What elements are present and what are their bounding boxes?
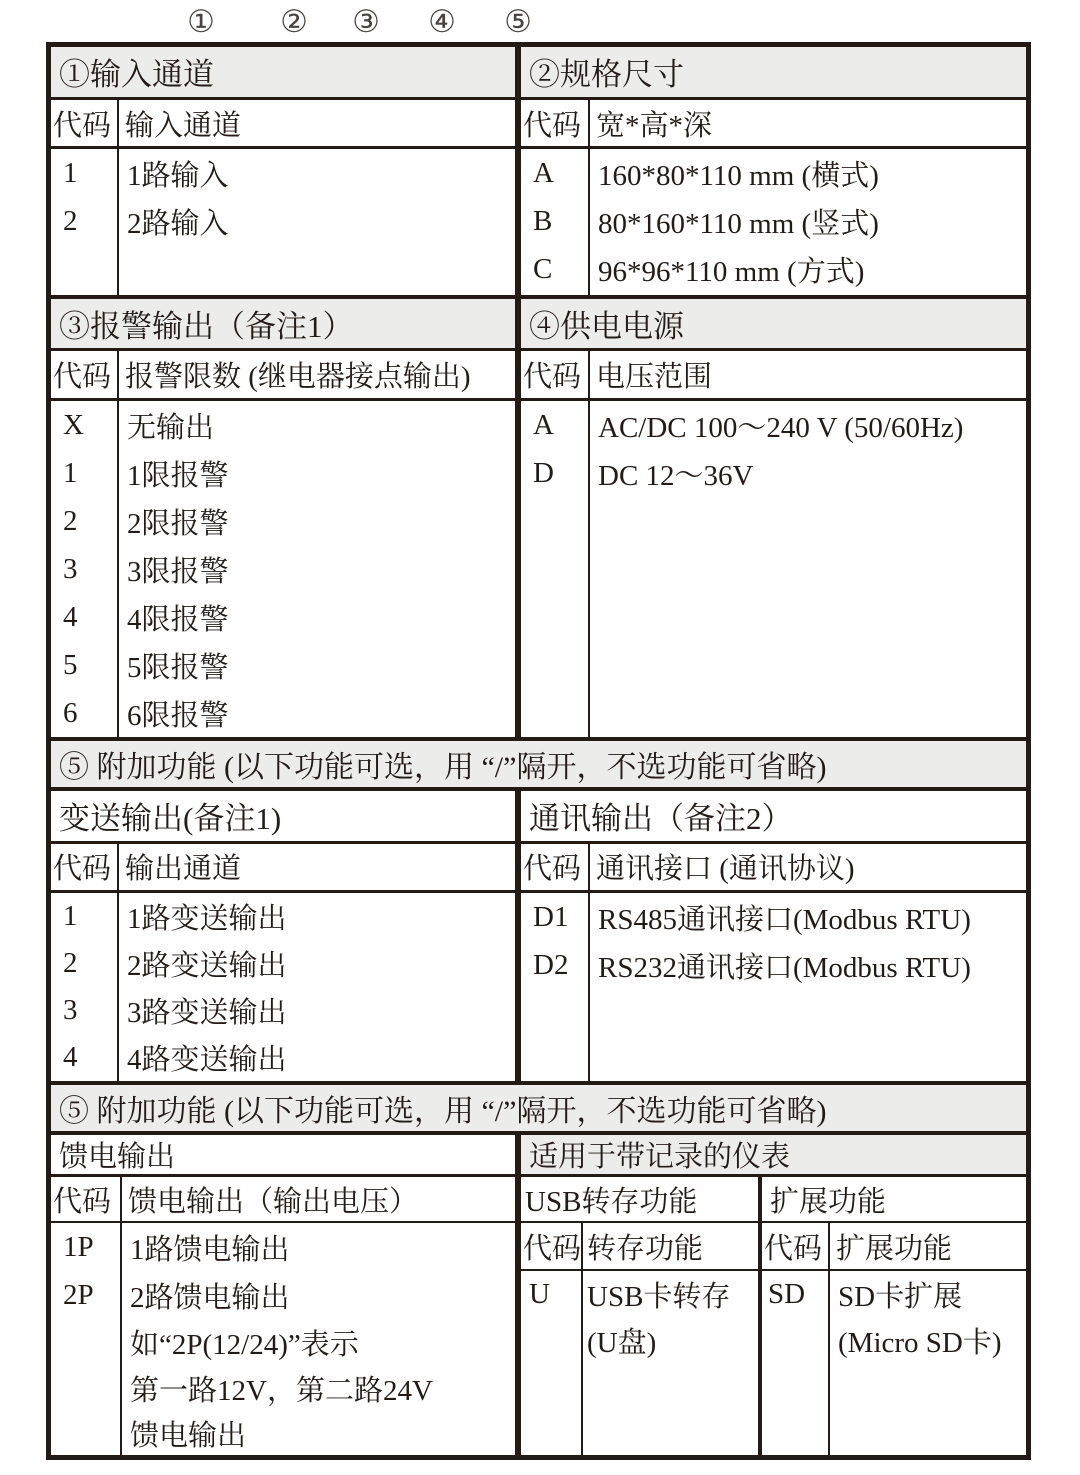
option-desc: 无输出 bbox=[127, 411, 215, 444]
feed-output-title-cell bbox=[51, 1135, 521, 1174]
dimensions-column-header: 宽*高*深 bbox=[596, 109, 713, 142]
option-desc: RS485通讯接口(Modbus RTU) bbox=[598, 903, 971, 936]
expansion-title: 扩展功能 bbox=[770, 1185, 887, 1218]
comm-output-header bbox=[521, 844, 1026, 891]
option-desc: 1路变送输出 bbox=[127, 903, 287, 936]
option-code: 4 bbox=[63, 600, 78, 633]
option-code: 2 bbox=[63, 504, 78, 537]
power-supply-header bbox=[521, 351, 1026, 398]
section-marker-1: ① bbox=[187, 4, 215, 39]
option-code: 6 bbox=[63, 696, 78, 729]
section-1-2-body bbox=[51, 149, 1026, 298]
additional-functions-band-2: ⑤ 附加功能 (以下功能可选，用 “/”隔开，不选功能可省略) bbox=[51, 1085, 1026, 1135]
code-column-header: 代码 bbox=[51, 844, 119, 891]
option-desc: SD卡扩展 bbox=[838, 1280, 963, 1313]
transmit-output-header bbox=[51, 844, 521, 891]
option-desc: AC/DC 100～240 V (50/60Hz) bbox=[598, 411, 964, 444]
recorder-note-title: 适用于带记录的仪表 bbox=[529, 1141, 791, 1173]
option-desc: 1路输入 bbox=[127, 159, 229, 192]
transmit-comm-body bbox=[51, 893, 1026, 1085]
option-code: 3 bbox=[63, 552, 78, 585]
input-channel-column-header: 输入通道 bbox=[125, 109, 242, 142]
expansion-function-column-header: 扩展功能 bbox=[836, 1232, 953, 1265]
option-desc: 160*80*110 mm (横式) bbox=[598, 159, 879, 192]
usb-ext-title-row bbox=[521, 1177, 1026, 1223]
code-column-header: 代码 bbox=[521, 100, 590, 147]
option-code: U bbox=[529, 1277, 550, 1310]
voltage-range-column-header: 电压范围 bbox=[596, 361, 713, 394]
option-code: X bbox=[63, 408, 84, 441]
option-desc: 4路变送输出 bbox=[127, 1044, 287, 1077]
input-channel-section-title-cell bbox=[51, 47, 521, 97]
alarm-output-section-title-cell bbox=[51, 299, 521, 349]
option-desc: 3路变送输出 bbox=[127, 997, 287, 1030]
feed-recorder-title-row bbox=[51, 1135, 1026, 1177]
feed-output-subtable bbox=[51, 1177, 521, 1455]
transmit-comm-title-row bbox=[51, 791, 1026, 844]
usb-transfer-options bbox=[521, 1271, 758, 1455]
option-desc: 2路变送输出 bbox=[127, 950, 287, 983]
option-code: D2 bbox=[533, 948, 569, 981]
option-code: A bbox=[533, 408, 554, 441]
comm-output-title: 通讯输出（备注2） bbox=[529, 801, 793, 837]
section-marker-2: ② bbox=[280, 4, 308, 39]
input-channel-header bbox=[51, 100, 521, 147]
alarm-output-header bbox=[51, 351, 521, 398]
feed-output-header-row bbox=[51, 1177, 515, 1223]
feed-output-options bbox=[51, 1223, 515, 1455]
section-3-4-body bbox=[51, 401, 1026, 741]
option-desc: 96*96*110 mm (方式) bbox=[598, 255, 865, 288]
option-code: 1 bbox=[63, 456, 78, 489]
alarm-output-section-title: ③报警输出（备注1） bbox=[59, 308, 354, 344]
power-supply-options bbox=[521, 401, 1026, 737]
option-desc: 4限报警 bbox=[127, 603, 229, 636]
code-column-header: 代码 bbox=[762, 1223, 830, 1269]
feed-output-note-line: 第一路12V，第二路24V bbox=[130, 1374, 433, 1407]
option-code: 3 bbox=[63, 994, 78, 1027]
section-3-4-title-row bbox=[51, 299, 1026, 352]
option-desc: 1限报警 bbox=[127, 459, 229, 492]
feed-output-column-header: 馈电输出（输出电压） bbox=[128, 1185, 419, 1218]
option-desc: 5限报警 bbox=[127, 651, 229, 684]
option-code: 1 bbox=[63, 156, 78, 189]
option-desc: DC 12～36V bbox=[598, 459, 754, 492]
alarm-output-options bbox=[51, 401, 515, 737]
section-marker-4: ④ bbox=[428, 4, 456, 39]
power-supply-section-title-cell bbox=[521, 299, 1026, 349]
comm-output-title-cell bbox=[521, 791, 1026, 841]
option-desc: 3限报警 bbox=[127, 555, 229, 588]
code-column-header: 代码 bbox=[51, 1177, 122, 1221]
input-channel-section-title: ①输入通道 bbox=[59, 57, 214, 93]
option-desc: (U盘) bbox=[587, 1326, 657, 1359]
bottom-block bbox=[51, 1177, 1026, 1455]
dimensions-section-title: ②规格尺寸 bbox=[529, 57, 684, 93]
expansion-header-row bbox=[762, 1223, 1026, 1271]
additional-functions-band-1: ⑤ 附加功能 (以下功能可选，用 “/”隔开，不选功能可省略) bbox=[51, 741, 1026, 791]
option-code: 1P bbox=[63, 1230, 94, 1263]
option-code: 5 bbox=[63, 648, 78, 681]
comm-interface-column-header: 通讯接口 (通讯协议) bbox=[596, 853, 855, 886]
section-3-4-header-row bbox=[51, 351, 1026, 401]
alarm-limit-column-header: 报警限数 (继电器接点输出) bbox=[125, 361, 471, 394]
recorder-note-title-cell bbox=[521, 1135, 1026, 1174]
model-selection-table bbox=[46, 42, 1031, 1460]
code-column-header: 代码 bbox=[51, 100, 119, 147]
section-marker-5: ⑤ bbox=[504, 4, 532, 39]
feed-output-note-line: 如“2P(12/24)”表示 bbox=[130, 1328, 359, 1361]
option-desc: (Micro SD卡) bbox=[838, 1326, 1002, 1359]
input-channel-options bbox=[51, 149, 515, 294]
option-desc: USB卡转存 bbox=[587, 1280, 731, 1313]
expansion-options bbox=[762, 1271, 1026, 1455]
dimensions-section-title-cell bbox=[521, 47, 1026, 97]
usb-transfer-header-row bbox=[521, 1223, 758, 1271]
dimensions-header bbox=[521, 100, 1026, 147]
option-desc: 2路输入 bbox=[127, 207, 229, 240]
option-code: 2P bbox=[63, 1278, 94, 1311]
recorder-functions-subtable bbox=[521, 1177, 1026, 1455]
usb-transfer-group bbox=[521, 1223, 762, 1455]
transmit-output-options bbox=[51, 893, 515, 1081]
option-code: C bbox=[533, 252, 553, 285]
dimensions-options bbox=[521, 149, 1026, 294]
option-desc: 80*160*110 mm (竖式) bbox=[598, 207, 879, 240]
code-column-header: 代码 bbox=[521, 351, 590, 398]
option-code: 2 bbox=[63, 947, 78, 980]
code-column-header: 代码 bbox=[521, 1223, 583, 1269]
transfer-function-column-header: 转存功能 bbox=[587, 1232, 704, 1265]
usb-transfer-title: USB转存功能 bbox=[521, 1177, 762, 1221]
output-channel-column-header: 输出通道 bbox=[125, 853, 242, 886]
option-desc: 1路馈电输出 bbox=[130, 1233, 290, 1266]
comm-output-options bbox=[521, 893, 1026, 1081]
option-code: 1 bbox=[63, 900, 78, 933]
section-1-2-title-row bbox=[51, 47, 1026, 100]
expansion-group bbox=[762, 1223, 1026, 1455]
option-code: 2 bbox=[63, 204, 78, 237]
section-marker-3: ③ bbox=[352, 4, 380, 39]
option-desc: 2路馈电输出 bbox=[130, 1281, 290, 1314]
transmit-output-title: 变送输出(备注1) bbox=[59, 801, 282, 837]
transmit-comm-header-row bbox=[51, 844, 1026, 894]
option-code: D1 bbox=[533, 900, 569, 933]
power-supply-section-title: ④供电电源 bbox=[529, 308, 684, 344]
option-desc: 6限报警 bbox=[127, 699, 229, 732]
option-code: SD bbox=[768, 1277, 806, 1310]
option-code: D bbox=[533, 456, 554, 489]
option-code: 4 bbox=[63, 1041, 78, 1074]
feed-output-title: 馈电输出 bbox=[59, 1141, 176, 1173]
option-desc: RS232通讯接口(Modbus RTU) bbox=[598, 951, 971, 984]
code-column-header: 代码 bbox=[521, 844, 590, 891]
code-column-header: 代码 bbox=[51, 351, 119, 398]
option-desc: 2限报警 bbox=[127, 507, 229, 540]
section-1-2-header-row bbox=[51, 100, 1026, 150]
option-code: A bbox=[533, 156, 554, 189]
feed-output-note-line: 馈电输出 bbox=[130, 1419, 247, 1452]
transmit-output-title-cell bbox=[51, 791, 521, 841]
option-code: B bbox=[533, 204, 553, 237]
